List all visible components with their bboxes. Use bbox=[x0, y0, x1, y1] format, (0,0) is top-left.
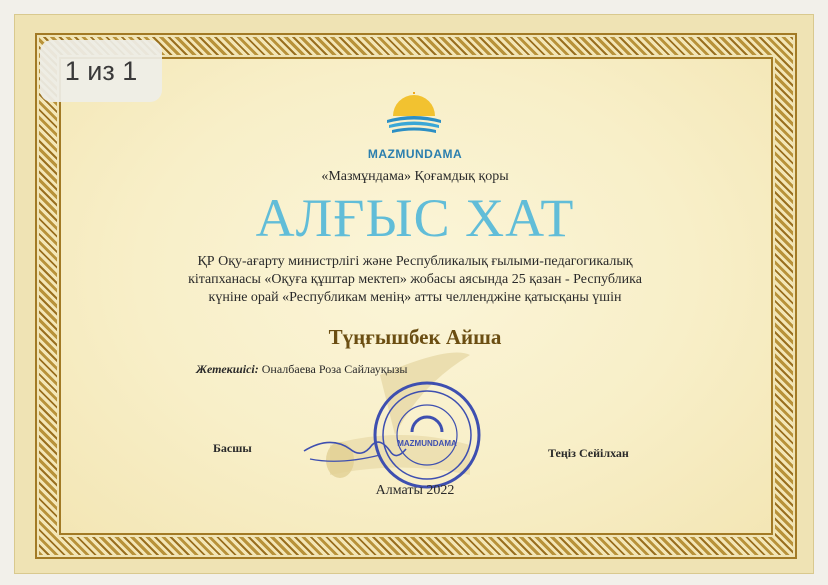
body-line: күніне орай «Республикам менің» атты челленджіне қатысқаны үшін bbox=[208, 290, 622, 305]
head-name: Теңіз Сейілхан bbox=[548, 446, 629, 460]
head-label: Басшы bbox=[213, 441, 252, 455]
page-indicator: 1 из 1 bbox=[40, 40, 162, 102]
body-line: ҚР Оқу-ағарту министрлігі және Республикалық ғылыми-педагогикалық bbox=[197, 254, 633, 269]
signature-icon bbox=[300, 425, 410, 475]
supervisor-name: Оналбаева Роза Сайлауқызы bbox=[261, 362, 408, 376]
organization-name: «Мазмұндама» Қоғамдық қоры bbox=[321, 169, 509, 184]
certificate-title: АЛҒЫС ХАТ bbox=[255, 188, 575, 248]
city-year: Алматы 2022 bbox=[375, 483, 455, 498]
recipient-name: Түңғышбек Айша bbox=[328, 325, 502, 349]
supervisor-label: Жетекшісі: bbox=[196, 362, 259, 376]
certificate-body bbox=[130, 253, 700, 307]
stamp-text: MAZMUNDAMA bbox=[397, 439, 457, 448]
supervisor-line bbox=[196, 362, 407, 377]
logo-wordmark: MAZMUNDAMA bbox=[367, 147, 463, 161]
sunrise-logo-icon bbox=[383, 92, 445, 136]
body-line: кітапханасы «Оқуға құштар мектеп» жобасы аясында 25 қазан - Республика bbox=[188, 272, 642, 287]
